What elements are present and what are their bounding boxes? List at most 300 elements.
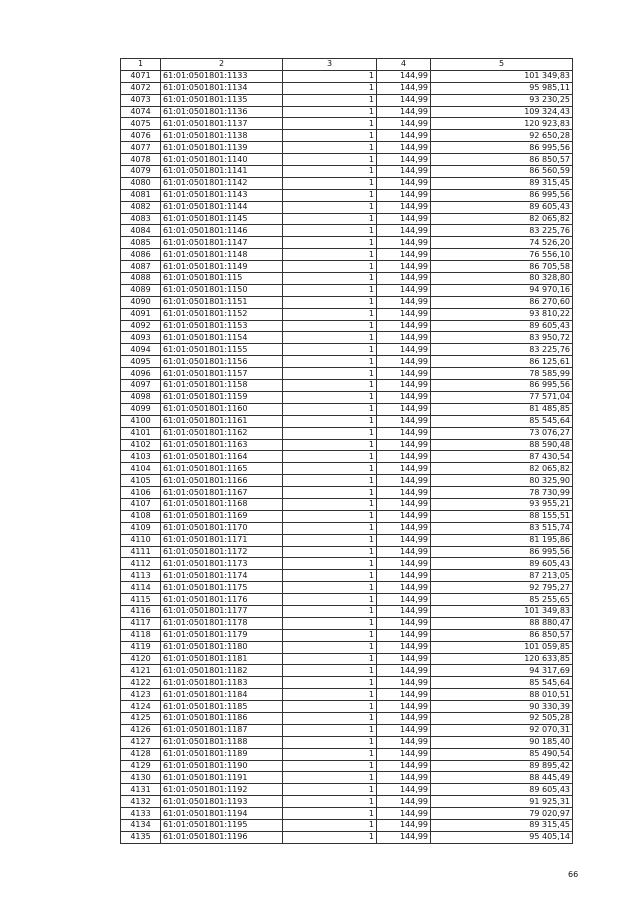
cadastral-number-cell: 61:01:0501801:1140: [161, 154, 283, 166]
row-index-cell: 4116: [121, 605, 161, 617]
table-row: [121, 641, 573, 653]
quantity-cell: 1: [283, 748, 377, 760]
value-cell: 89 605,43: [431, 558, 573, 570]
quantity-cell: 1: [283, 712, 377, 724]
quantity-cell: 1: [283, 380, 377, 392]
cadastral-number-cell: 61:01:0501801:1167: [161, 487, 283, 499]
area-cell: 144,99: [377, 237, 431, 249]
table-row: [121, 142, 573, 154]
cadastral-number-cell: 61:01:0501801:1173: [161, 558, 283, 570]
row-index-cell: 4109: [121, 522, 161, 534]
value-cell: 85 545,64: [431, 677, 573, 689]
table-row: [121, 712, 573, 724]
row-index-cell: 4075: [121, 118, 161, 130]
value-cell: 78 585,99: [431, 368, 573, 380]
area-cell: 144,99: [377, 629, 431, 641]
value-cell: 89 315,45: [431, 177, 573, 189]
value-cell: 83 515,74: [431, 522, 573, 534]
table-row: [121, 130, 573, 142]
column-header-2: 2: [161, 59, 283, 71]
cadastral-number-cell: 61:01:0501801:1146: [161, 225, 283, 237]
area-cell: 144,99: [377, 463, 431, 475]
quantity-cell: 1: [283, 237, 377, 249]
quantity-cell: 1: [283, 641, 377, 653]
table-row: [121, 118, 573, 130]
cadastral-number-cell: 61:01:0501801:1191: [161, 772, 283, 784]
table-row: [121, 356, 573, 368]
value-cell: 89 895,42: [431, 760, 573, 772]
value-cell: 94 317,69: [431, 665, 573, 677]
quantity-cell: 1: [283, 439, 377, 451]
cadastral-number-cell: 61:01:0501801:1170: [161, 522, 283, 534]
cadastral-number-cell: 61:01:0501801:1149: [161, 261, 283, 273]
table-row: [121, 487, 573, 499]
table-row: [121, 831, 573, 843]
table-row: [121, 605, 573, 617]
area-cell: 144,99: [377, 356, 431, 368]
table-row: [121, 225, 573, 237]
row-index-cell: 4074: [121, 106, 161, 118]
value-cell: 77 571,04: [431, 391, 573, 403]
row-index-cell: 4120: [121, 653, 161, 665]
table-row: [121, 677, 573, 689]
row-index-cell: 4096: [121, 368, 161, 380]
cadastral-number-cell: 61:01:0501801:1181: [161, 653, 283, 665]
value-cell: 90 330,39: [431, 701, 573, 713]
area-cell: 144,99: [377, 225, 431, 237]
quantity-cell: 1: [283, 701, 377, 713]
row-index-cell: 4107: [121, 498, 161, 510]
row-index-cell: 4097: [121, 380, 161, 392]
area-cell: 144,99: [377, 617, 431, 629]
value-cell: 86 995,56: [431, 546, 573, 558]
cadastral-number-cell: 61:01:0501801:1190: [161, 760, 283, 772]
cadastral-number-cell: 61:01:0501801:1138: [161, 130, 283, 142]
area-cell: 144,99: [377, 189, 431, 201]
quantity-cell: 1: [283, 249, 377, 261]
quantity-cell: 1: [283, 808, 377, 820]
quantity-cell: 1: [283, 605, 377, 617]
table-row: [121, 320, 573, 332]
cadastral-number-cell: 61:01:0501801:1196: [161, 831, 283, 843]
cadastral-number-cell: 61:01:0501801:1143: [161, 189, 283, 201]
row-index-cell: 4119: [121, 641, 161, 653]
table-row: [121, 534, 573, 546]
quantity-cell: 1: [283, 570, 377, 582]
value-cell: 85 255,65: [431, 594, 573, 606]
table-row: [121, 415, 573, 427]
value-cell: 85 545,64: [431, 415, 573, 427]
row-index-cell: 4111: [121, 546, 161, 558]
value-cell: 87 430,54: [431, 451, 573, 463]
cadastral-number-cell: 61:01:0501801:1188: [161, 736, 283, 748]
quantity-cell: 1: [283, 736, 377, 748]
table-row: [121, 213, 573, 225]
area-cell: 144,99: [377, 522, 431, 534]
table-row: [121, 177, 573, 189]
table-body: [121, 70, 573, 843]
row-index-cell: 4130: [121, 772, 161, 784]
area-cell: 144,99: [377, 677, 431, 689]
value-cell: 92 070,31: [431, 724, 573, 736]
row-index-cell: 4122: [121, 677, 161, 689]
value-cell: 93 955,21: [431, 498, 573, 510]
table-row: [121, 498, 573, 510]
value-cell: 88 010,51: [431, 689, 573, 701]
quantity-cell: 1: [283, 772, 377, 784]
area-cell: 144,99: [377, 344, 431, 356]
table-row: [121, 403, 573, 415]
cadastral-number-cell: 61:01:0501801:1185: [161, 701, 283, 713]
cadastral-number-cell: 61:01:0501801:1189: [161, 748, 283, 760]
quantity-cell: 1: [283, 784, 377, 796]
value-cell: 95 985,11: [431, 82, 573, 94]
quantity-cell: 1: [283, 332, 377, 344]
row-index-cell: 4091: [121, 308, 161, 320]
value-cell: 87 213,05: [431, 570, 573, 582]
quantity-cell: 1: [283, 463, 377, 475]
table-row: [121, 629, 573, 641]
row-index-cell: 4095: [121, 356, 161, 368]
row-index-cell: 4076: [121, 130, 161, 142]
quantity-cell: 1: [283, 308, 377, 320]
area-cell: 144,99: [377, 570, 431, 582]
page-number: 66: [568, 870, 579, 879]
table-row: [121, 106, 573, 118]
value-cell: 120 633,85: [431, 653, 573, 665]
area-cell: 144,99: [377, 772, 431, 784]
value-cell: 88 445,49: [431, 772, 573, 784]
cadastral-number-cell: 61:01:0501801:1182: [161, 665, 283, 677]
quantity-cell: 1: [283, 594, 377, 606]
quantity-cell: 1: [283, 225, 377, 237]
cadastral-number-cell: 61:01:0501801:115: [161, 273, 283, 285]
area-cell: 144,99: [377, 308, 431, 320]
quantity-cell: 1: [283, 94, 377, 106]
area-cell: 144,99: [377, 724, 431, 736]
table-row: [121, 332, 573, 344]
quantity-cell: 1: [283, 831, 377, 843]
quantity-cell: 1: [283, 320, 377, 332]
quantity-cell: 1: [283, 261, 377, 273]
table-row: [121, 463, 573, 475]
value-cell: 80 325,90: [431, 475, 573, 487]
value-cell: 101 349,83: [431, 70, 573, 82]
row-index-cell: 4098: [121, 391, 161, 403]
area-cell: 144,99: [377, 142, 431, 154]
area-cell: 144,99: [377, 391, 431, 403]
row-index-cell: 4117: [121, 617, 161, 629]
quantity-cell: 1: [283, 475, 377, 487]
area-cell: 144,99: [377, 439, 431, 451]
cadastral-number-cell: 61:01:0501801:1160: [161, 403, 283, 415]
table-row: [121, 772, 573, 784]
cadastral-number-cell: 61:01:0501801:1192: [161, 784, 283, 796]
table-row: [121, 820, 573, 832]
quantity-cell: 1: [283, 368, 377, 380]
area-cell: 144,99: [377, 415, 431, 427]
quantity-cell: 1: [283, 82, 377, 94]
cadastral-number-cell: 61:01:0501801:1171: [161, 534, 283, 546]
row-index-cell: 4101: [121, 427, 161, 439]
column-header-5: 5: [431, 59, 573, 71]
row-index-cell: 4089: [121, 284, 161, 296]
quantity-cell: 1: [283, 154, 377, 166]
area-cell: 144,99: [377, 665, 431, 677]
area-cell: 144,99: [377, 368, 431, 380]
value-cell: 120 923,83: [431, 118, 573, 130]
cadastral-number-cell: 61:01:0501801:1183: [161, 677, 283, 689]
table-row: [121, 510, 573, 522]
area-cell: 144,99: [377, 475, 431, 487]
row-index-cell: 4108: [121, 510, 161, 522]
area-cell: 144,99: [377, 641, 431, 653]
table-row: [121, 249, 573, 261]
cadastral-number-cell: 61:01:0501801:1169: [161, 510, 283, 522]
table-row: [121, 273, 573, 285]
quantity-cell: 1: [283, 166, 377, 178]
value-cell: 92 650,28: [431, 130, 573, 142]
value-cell: 91 925,31: [431, 796, 573, 808]
area-cell: 144,99: [377, 605, 431, 617]
area-cell: 144,99: [377, 106, 431, 118]
value-cell: 86 560,59: [431, 166, 573, 178]
cadastral-number-cell: 61:01:0501801:1162: [161, 427, 283, 439]
area-cell: 144,99: [377, 320, 431, 332]
area-cell: 144,99: [377, 546, 431, 558]
quantity-cell: 1: [283, 796, 377, 808]
row-index-cell: 4115: [121, 594, 161, 606]
table-row: [121, 344, 573, 356]
value-cell: 86 850,57: [431, 629, 573, 641]
table-row: [121, 380, 573, 392]
row-index-cell: 4080: [121, 177, 161, 189]
cadastral-number-cell: 61:01:0501801:1144: [161, 201, 283, 213]
quantity-cell: 1: [283, 118, 377, 130]
cadastral-number-cell: 61:01:0501801:1135: [161, 94, 283, 106]
row-index-cell: 4092: [121, 320, 161, 332]
table-row: [121, 296, 573, 308]
area-cell: 144,99: [377, 380, 431, 392]
quantity-cell: 1: [283, 558, 377, 570]
row-index-cell: 4099: [121, 403, 161, 415]
quantity-cell: 1: [283, 653, 377, 665]
value-cell: 109 324,43: [431, 106, 573, 118]
area-cell: 144,99: [377, 510, 431, 522]
cadastral-number-cell: 61:01:0501801:1172: [161, 546, 283, 558]
row-index-cell: 4112: [121, 558, 161, 570]
table-row: [121, 570, 573, 582]
value-cell: 92 505,28: [431, 712, 573, 724]
quantity-cell: 1: [283, 142, 377, 154]
area-cell: 144,99: [377, 594, 431, 606]
value-cell: 80 328,80: [431, 273, 573, 285]
table-row: [121, 689, 573, 701]
cadastral-number-cell: 61:01:0501801:1165: [161, 463, 283, 475]
row-index-cell: 4110: [121, 534, 161, 546]
quantity-cell: 1: [283, 70, 377, 82]
table-row: [121, 451, 573, 463]
table-row: [121, 522, 573, 534]
column-header-1: 1: [121, 59, 161, 71]
table-row: [121, 653, 573, 665]
value-cell: 88 880,47: [431, 617, 573, 629]
row-index-cell: 4102: [121, 439, 161, 451]
area-cell: 144,99: [377, 201, 431, 213]
area-cell: 144,99: [377, 451, 431, 463]
cadastral-number-cell: 61:01:0501801:1136: [161, 106, 283, 118]
cadastral-number-cell: 61:01:0501801:1161: [161, 415, 283, 427]
area-cell: 144,99: [377, 273, 431, 285]
row-index-cell: 4114: [121, 582, 161, 594]
value-cell: 78 730,99: [431, 487, 573, 499]
cadastral-number-cell: 61:01:0501801:1133: [161, 70, 283, 82]
quantity-cell: 1: [283, 498, 377, 510]
value-cell: 86 995,56: [431, 380, 573, 392]
cadastral-number-cell: 61:01:0501801:1151: [161, 296, 283, 308]
table-row: [121, 154, 573, 166]
row-index-cell: 4124: [121, 701, 161, 713]
cadastral-number-cell: 61:01:0501801:1195: [161, 820, 283, 832]
row-index-cell: 4129: [121, 760, 161, 772]
area-cell: 144,99: [377, 534, 431, 546]
area-cell: 144,99: [377, 166, 431, 178]
column-header-4: 4: [377, 59, 431, 71]
table-row: [121, 808, 573, 820]
table-row: [121, 748, 573, 760]
quantity-cell: 1: [283, 760, 377, 772]
cadastral-number-cell: 61:01:0501801:1156: [161, 356, 283, 368]
cadastral-number-cell: 61:01:0501801:1141: [161, 166, 283, 178]
quantity-cell: 1: [283, 415, 377, 427]
table-row: [121, 368, 573, 380]
area-cell: 144,99: [377, 558, 431, 570]
value-cell: 74 526,20: [431, 237, 573, 249]
area-cell: 144,99: [377, 284, 431, 296]
value-cell: 81 485,85: [431, 403, 573, 415]
row-index-cell: 4087: [121, 261, 161, 273]
row-index-cell: 4083: [121, 213, 161, 225]
row-index-cell: 4123: [121, 689, 161, 701]
row-index-cell: 4133: [121, 808, 161, 820]
quantity-cell: 1: [283, 451, 377, 463]
cadastral-number-cell: 61:01:0501801:1153: [161, 320, 283, 332]
quantity-cell: 1: [283, 487, 377, 499]
value-cell: 86 125,61: [431, 356, 573, 368]
cadastral-table: [120, 58, 573, 844]
quantity-cell: 1: [283, 284, 377, 296]
area-cell: 144,99: [377, 796, 431, 808]
value-cell: 82 065,82: [431, 463, 573, 475]
quantity-cell: 1: [283, 344, 377, 356]
value-cell: 86 705,58: [431, 261, 573, 273]
table-row: [121, 665, 573, 677]
cadastral-number-cell: 61:01:0501801:1148: [161, 249, 283, 261]
quantity-cell: 1: [283, 546, 377, 558]
table-row: [121, 439, 573, 451]
area-cell: 144,99: [377, 213, 431, 225]
table-row: [121, 760, 573, 772]
row-index-cell: 4127: [121, 736, 161, 748]
value-cell: 83 225,76: [431, 225, 573, 237]
table-row: [121, 237, 573, 249]
value-cell: 92 795,27: [431, 582, 573, 594]
quantity-cell: 1: [283, 510, 377, 522]
cadastral-number-cell: 61:01:0501801:1139: [161, 142, 283, 154]
row-index-cell: 4126: [121, 724, 161, 736]
area-cell: 144,99: [377, 427, 431, 439]
cadastral-number-cell: 61:01:0501801:1163: [161, 439, 283, 451]
value-cell: 94 970,16: [431, 284, 573, 296]
area-cell: 144,99: [377, 701, 431, 713]
value-cell: 83 950,72: [431, 332, 573, 344]
area-cell: 144,99: [377, 736, 431, 748]
row-index-cell: 4093: [121, 332, 161, 344]
value-cell: 89 315,45: [431, 820, 573, 832]
value-cell: 83 225,76: [431, 344, 573, 356]
table-row: [121, 284, 573, 296]
value-cell: 89 605,43: [431, 201, 573, 213]
area-cell: 144,99: [377, 154, 431, 166]
quantity-cell: 1: [283, 201, 377, 213]
area-cell: 144,99: [377, 808, 431, 820]
table-row: [121, 736, 573, 748]
row-index-cell: 4086: [121, 249, 161, 261]
cadastral-number-cell: 61:01:0501801:1194: [161, 808, 283, 820]
value-cell: 93 810,22: [431, 308, 573, 320]
cadastral-number-cell: 61:01:0501801:1142: [161, 177, 283, 189]
row-index-cell: 4105: [121, 475, 161, 487]
cadastral-number-cell: 61:01:0501801:1155: [161, 344, 283, 356]
quantity-cell: 1: [283, 427, 377, 439]
area-cell: 144,99: [377, 261, 431, 273]
table-row: [121, 94, 573, 106]
value-cell: 95 405,14: [431, 831, 573, 843]
row-index-cell: 4113: [121, 570, 161, 582]
value-cell: 81 195,86: [431, 534, 573, 546]
cadastral-number-cell: 61:01:0501801:1159: [161, 391, 283, 403]
table-row: [121, 427, 573, 439]
table-row: [121, 784, 573, 796]
quantity-cell: 1: [283, 522, 377, 534]
cadastral-number-cell: 61:01:0501801:1187: [161, 724, 283, 736]
cadastral-number-cell: 61:01:0501801:1193: [161, 796, 283, 808]
area-cell: 144,99: [377, 831, 431, 843]
cadastral-number-cell: 61:01:0501801:1147: [161, 237, 283, 249]
quantity-cell: 1: [283, 296, 377, 308]
cadastral-number-cell: 61:01:0501801:1177: [161, 605, 283, 617]
quantity-cell: 1: [283, 213, 377, 225]
cadastral-number-cell: 61:01:0501801:1134: [161, 82, 283, 94]
row-index-cell: 4085: [121, 237, 161, 249]
cadastral-number-cell: 61:01:0501801:1166: [161, 475, 283, 487]
value-cell: 88 590,48: [431, 439, 573, 451]
row-index-cell: 4081: [121, 189, 161, 201]
cadastral-number-cell: 61:01:0501801:1164: [161, 451, 283, 463]
quantity-cell: 1: [283, 582, 377, 594]
row-index-cell: 4079: [121, 166, 161, 178]
row-index-cell: 4106: [121, 487, 161, 499]
cadastral-number-cell: 61:01:0501801:1174: [161, 570, 283, 582]
area-cell: 144,99: [377, 653, 431, 665]
quantity-cell: 1: [283, 724, 377, 736]
table-row: [121, 724, 573, 736]
area-cell: 144,99: [377, 94, 431, 106]
quantity-cell: 1: [283, 665, 377, 677]
quantity-cell: 1: [283, 391, 377, 403]
area-cell: 144,99: [377, 689, 431, 701]
table-row: [121, 391, 573, 403]
